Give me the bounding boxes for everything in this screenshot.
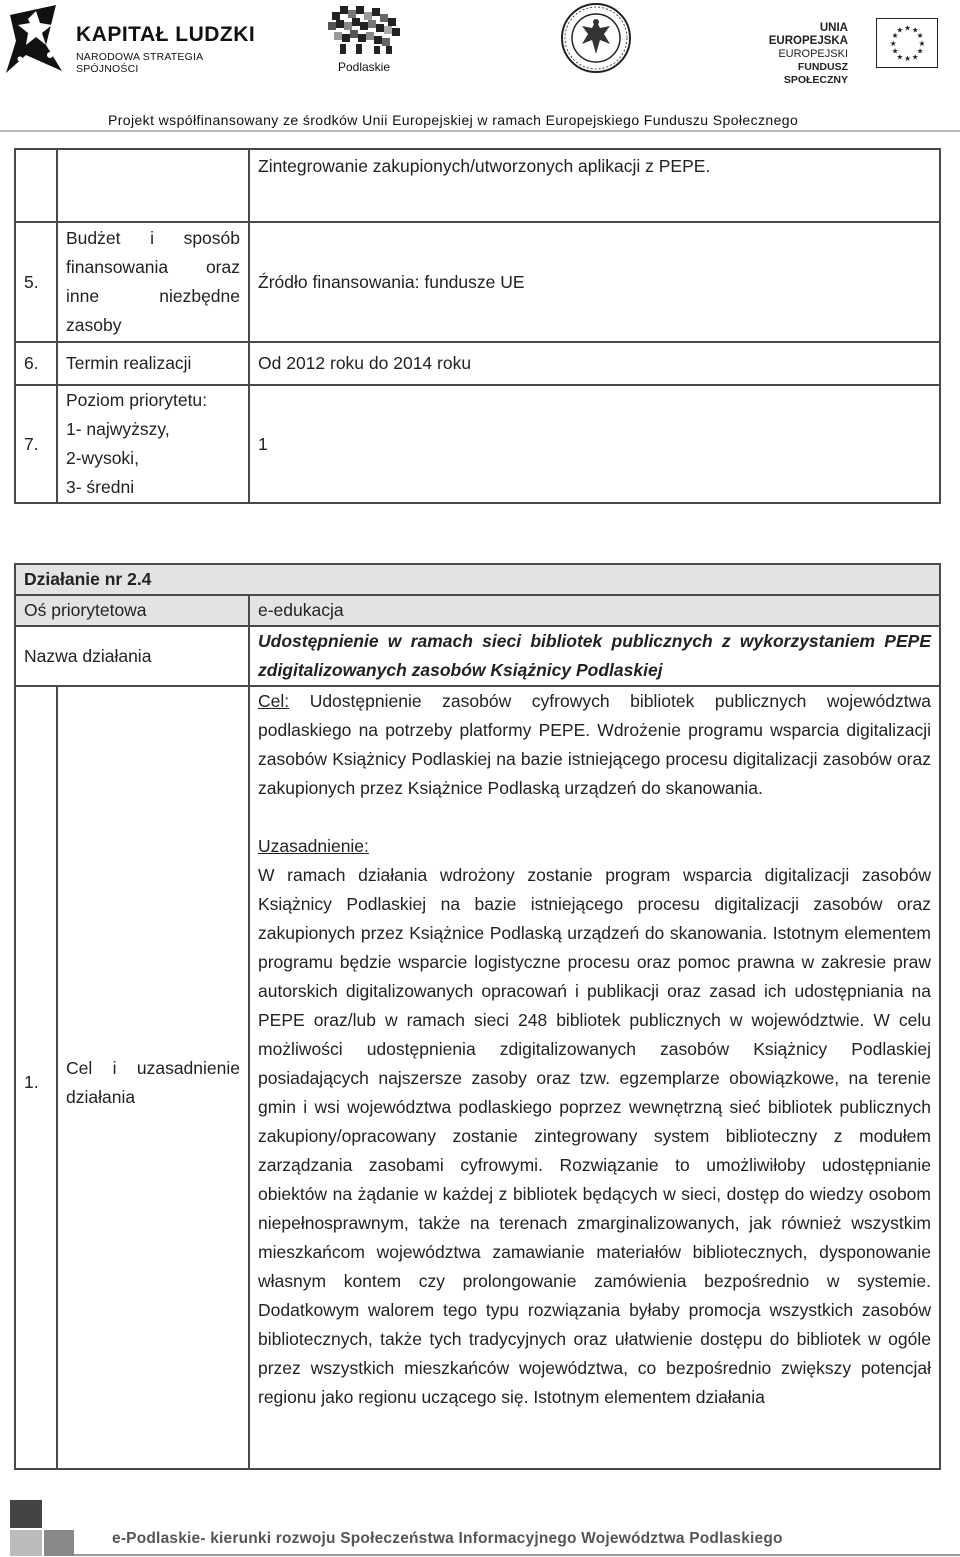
eu-logo xyxy=(738,18,938,86)
row-value: Od 2012 roku do 2014 roku xyxy=(249,342,940,385)
goal-text: Udostępnienie zasobów cyfrowych bibliotek publicznych województwa podlaskiego na potrzeby platformy PEPE. Wdrożenie programu wsparcia digitalizacji zasobów Książnicy Podlaskiej na bazie istniejącego procesu digitalizacji zasobów oraz zakupionych przez Książnice Podlaską urządzeń do skanowania. xyxy=(258,691,931,798)
svg-text:★: ★ xyxy=(889,38,897,48)
svg-text:★: ★ xyxy=(911,25,919,35)
page-header xyxy=(0,0,960,135)
row-number: 7. xyxy=(15,385,57,503)
cofinancing-banner xyxy=(0,104,960,132)
integration-text: Zintegrowanie zakupionych/utworzonych aplikacji z PEPE. xyxy=(249,149,940,222)
table-row xyxy=(15,149,940,222)
kapital-ludzki-title: KAPITAŁ LUDZKI xyxy=(76,23,256,46)
action-name-value: Udostępnienie w ramach sieci bibliotek publicznych z wykorzystaniem PEPE zdigitalizowanych zasobów Książnicy Podlaskiej xyxy=(249,626,940,686)
table-row xyxy=(15,385,940,503)
row-label: Poziom priorytetu: 1- najwyższy, 2-wysoki, 3- średni xyxy=(57,385,249,503)
eu-line-3: FUNDUSZ SPOŁECZNY xyxy=(783,61,848,86)
university-seal-icon xyxy=(560,2,632,74)
svg-text:★: ★ xyxy=(904,23,912,33)
svg-text:★: ★ xyxy=(896,52,904,62)
eu-flag-icon xyxy=(876,18,938,68)
podlaskie-logo xyxy=(318,4,410,76)
row-label: Termin realizacji xyxy=(57,342,249,385)
row-value: Źródło finansowania: fundusze UE xyxy=(249,222,940,342)
svg-text:★: ★ xyxy=(916,46,924,56)
table-row xyxy=(15,222,940,342)
row-label: Cel i uzasadnienie działania xyxy=(57,686,249,1469)
footer-divider xyxy=(74,1554,960,1556)
table-row xyxy=(15,595,940,626)
kapital-ludzki-logo xyxy=(6,5,256,75)
footer-square-icon xyxy=(10,1500,42,1528)
svg-text:★: ★ xyxy=(916,31,924,41)
svg-text:★: ★ xyxy=(891,46,899,56)
row-label: Budżet i sposób finansowania oraz inne niezbędne zasoby xyxy=(57,222,249,342)
svg-text:★: ★ xyxy=(891,31,899,41)
header-divider xyxy=(0,130,960,132)
table-row xyxy=(15,626,940,686)
row-number: 1. xyxy=(15,686,57,1469)
table-row xyxy=(15,564,940,595)
svg-text:★: ★ xyxy=(896,25,904,35)
banner-text: Projekt współfinansowany ze środków Unii Europejskiej w ramach Europejskiego Funduszu Społecznego xyxy=(108,112,799,128)
page-footer xyxy=(0,1490,960,1557)
row-number: 6. xyxy=(15,342,57,385)
footer-square-icon xyxy=(44,1530,74,1556)
footer-square-icon xyxy=(10,1530,42,1556)
action-title: Działanie nr 2.4 xyxy=(15,564,940,595)
table-row xyxy=(15,342,940,385)
goal-label: Cel: xyxy=(258,691,290,711)
eu-line-2: EUROPEJSKI xyxy=(778,48,848,60)
actions-table-continued xyxy=(14,148,941,504)
action-2-4-table xyxy=(14,563,941,1470)
bison-pixel-icon xyxy=(326,4,404,56)
priority-axis-label: Oś priorytetowa xyxy=(15,595,249,626)
justification-label: Uzasadnienie: xyxy=(258,836,369,856)
svg-text:★: ★ xyxy=(904,54,912,64)
svg-text:★: ★ xyxy=(911,52,919,62)
action-name-label: Nazwa działania xyxy=(15,626,249,686)
table-row xyxy=(15,686,940,1469)
row-number: 5. xyxy=(15,222,57,342)
footer-text: e-Podlaskie- kierunki rozwoju Społeczeństwa Informacyjnego Województwa Podlaskiego xyxy=(112,1530,783,1547)
priority-axis-value: e-edukacja xyxy=(249,595,940,626)
kapital-ludzki-subtitle: NARODOWA STRATEGIA SPÓJNOŚCI xyxy=(76,51,203,75)
justification-text: W ramach działania wdrożony zostanie program wsparcia digitalizacji zasobów Książnicy Podlaskiej na bazie istniejącego procesu digitalizacji zasobów oraz zakupionych przez Książnice Podlaską urządzeń do skanowania. Istotnym elementem programu będzie wsparcie logistyczne procesu oraz pomoc prawna w zakresie praw autorskich digitalizowanych opracowań i publikacji oraz zasad ich udostępniania na PEPE oraz/lub w ramach sieci 248 bibliotek publicznych w województwie. W celu możliwości udostępnienia zdigitalizowanych zasobów Książnicy Podlaskiej posiadających najszersze zasoby oraz tzw. egzemplarze obowiązkowe, na terenie gmin i wsi województwa podlaskiego poprzez wewnętrzną sieć bibliotek publicznych zakupiony/opracowany zostanie zintegrowany system biblioteczny z modułem zarządzania zasobami cyfrowymi. Rozwiązanie to umożliwiłoby udostępnianie obiektów na żądanie w każdej z bibliotek będących w sieci, dostęp do wiedzy osobom niepełnosprawnym, także na terenach zmarginalizowanych, jak również wszystkim mieszkańcom województwa zamawianie materiałów bibliotecznych, dysponowanie własnym kontem czy prolongowanie zamówienia bezpośrednio w systemie. Dodatkowym walorem tego typu rozwiązania byłaby promocja wszystkich zasobów bibliotecznych, także tych tradycyjnych oraz ułatwienie dostępu do bibliotek w ogóle przez wszystkich mieszkańców województwa, co bezpośrednio zwiększy potencjał regionu jako regionu uczącego się. Istotnym elementem działania xyxy=(258,865,931,1407)
svg-text:★: ★ xyxy=(918,38,926,48)
row-value: 1 xyxy=(249,385,940,503)
kapital-ludzki-star-icon xyxy=(6,5,64,75)
podlaskie-name: Podlaskie xyxy=(337,60,391,74)
goal-justification-cell xyxy=(249,686,940,1469)
goal-paragraph xyxy=(258,687,931,803)
eu-line-1: UNIA EUROPEJSKA xyxy=(768,22,848,47)
